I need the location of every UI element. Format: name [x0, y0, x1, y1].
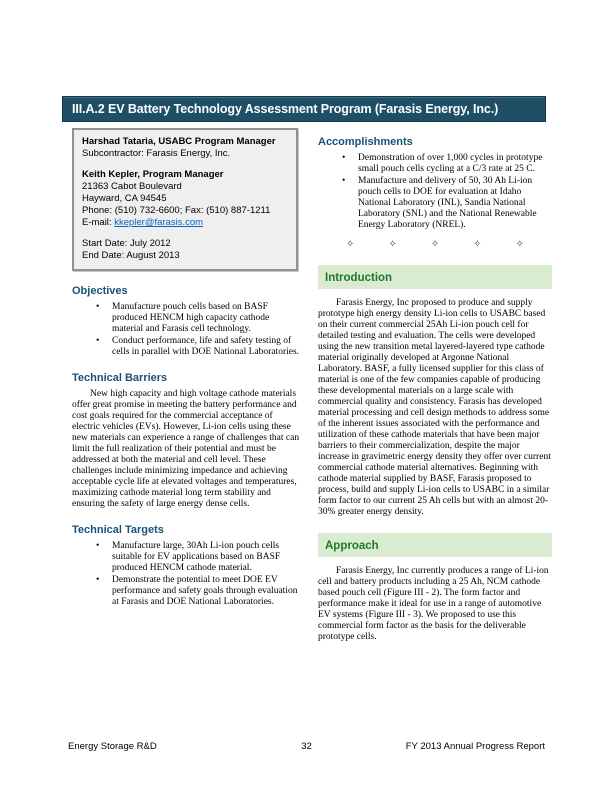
address-line-2: Hayward, CA 94545 [82, 193, 167, 204]
introduction-paragraph: Farasis Energy, Inc proposed to produce and supply prototype high energy density Li-ion cells to USABC based on their current commercial 25Ah Li-ion pouch cell for detailed testing and evaluation. The cells were developed using the new transition metal layered-layered type cathode material originally developed at Argonne National Laboratory. BASF, a fully licensed supplier for this class of material is one of the few companies capable of producing these developmental materials on a large scale with commercial quality and consistency. Farasis has developed material processing and cell design methods to address some of the inherent issues associated with the performance and utilization of these cathode materials that have been major barriers to their commercialization, despite the major increase in gravimetric energy density they offer over current commercial cathode material alternatives. Beginning with cathode material supplied by BASF, Farasis proposed to process, build and supply Li-ion cells to USABC in a similar form factor to our current 25 Ah cells but with an almost 20-30% greater energy density. [318, 298, 551, 517]
diamond-icon: ✧ [473, 239, 482, 250]
technical-barriers-heading: Technical Barriers [72, 372, 168, 384]
list-item: • Demonstrate the potential to meet DOE EV performance and safety goals through evaluation at Farasis and DOE National Laboratories. [72, 575, 300, 608]
phone-fax-line: Phone: (510) 732-6600; Fax: (510) 887-1211 [82, 205, 271, 216]
list-item: • Manufacture pouch cells based on BASF produced HENCM high capacity cathode material and Farasis cell technology. [72, 302, 300, 335]
left-column [72, 128, 300, 643]
objectives-heading: Objectives [72, 285, 128, 297]
list-item: • Demonstration of over 1,000 cycles in prototype small pouch cells cycling at a C/3 rate at 25 C. [318, 153, 552, 175]
accomplishments-heading: Accomplishments [318, 136, 413, 148]
diamond-icon: ✧ [388, 239, 397, 250]
diamond-icon: ✧ [515, 239, 524, 250]
address-line-1: 21363 Cabot Boulevard [82, 181, 182, 192]
diamond-icon: ✧ [346, 239, 355, 250]
page-title: III.A.2 EV Battery Technology Assessment Program (Farasis Energy, Inc.) [72, 102, 499, 116]
technical-barriers-paragraph: New high capacity and high voltage cathode materials offer great promise in meeting the battery performance and cost goals required for the commercial acceptance of electric vehicles (EVs). However, Li-ion cells using these new materials can experience a range of challenges that can limit the full realization of their potential and must be addressed at both the material and cell level. These challenges include minimizing impedance and achieving acceptable cycle life at elevated voltages and temperatures, maximizing cathode material long term stability and ensuring the safety of large energy dense cells. [72, 389, 300, 509]
email-link[interactable]: kkepler@farasis.com [114, 217, 204, 228]
section-title-bar [62, 96, 546, 122]
two-column-layout [72, 128, 552, 643]
list-item: • Manufacture large, 30Ah Li-ion pouch cells suitable for EV applications based on BASF produced HENCM cathode material. [72, 541, 300, 574]
program-manager-name: Keith Kepler, Program Manager [82, 169, 224, 180]
footer-report-title: FY 2013 Annual Progress Report [405, 741, 545, 752]
technical-targets-list [72, 541, 300, 608]
footer-page-number: 32 [301, 741, 312, 752]
diamond-icon: ✧ [430, 239, 440, 250]
subcontractor-line: Subcontractor: Farasis Energy, Inc. [82, 148, 231, 159]
approach-paragraph: Farasis Energy, Inc currently produces a range of Li-ion cell and battery products including a 25 Ah, NCM cathode based pouch cell (Figure III - 2). The form factor and performance make it ideal for use in a range of automotive EV systems (Figure III - 3). We proposed to use this commercial form factor as the basis for the deliverable prototype cells. [318, 566, 549, 642]
email-label: E-mail: [82, 217, 115, 228]
list-item: • Manufacture and delivery of 50, 30 Ah Li-ion pouch cells to DOE for evaluation at Idaho National Laboratory (INL), Sandia National Laboratory (SNL) and the National Renewable Energy Laboratory (NREL). [318, 176, 552, 231]
technical-targets-heading: Technical Targets [72, 524, 164, 536]
diamond-divider [346, 240, 524, 250]
objectives-list [72, 302, 300, 358]
end-date-line: End Date: August 2013 [82, 250, 180, 261]
accomplishments-list [318, 153, 552, 231]
contact-info-box [72, 128, 298, 271]
list-item: • Conduct performance, life and safety testing of cells in parallel with DOE National Laboratories. [72, 336, 300, 358]
introduction-heading: Introduction [325, 272, 393, 284]
spacer [82, 160, 288, 169]
right-column [318, 128, 552, 643]
email-line [82, 217, 288, 229]
usabc-manager-name: Harshad Tataria, USABC Program Manager [82, 136, 276, 147]
approach-heading-bar [318, 533, 552, 557]
start-date-line: Start Date: July 2012 [82, 238, 171, 249]
approach-heading: Approach [325, 540, 379, 552]
introduction-heading-bar [318, 265, 552, 289]
spacer [82, 229, 288, 238]
page-footer [68, 741, 545, 752]
footer-document-title: Energy Storage R&D [68, 741, 157, 752]
